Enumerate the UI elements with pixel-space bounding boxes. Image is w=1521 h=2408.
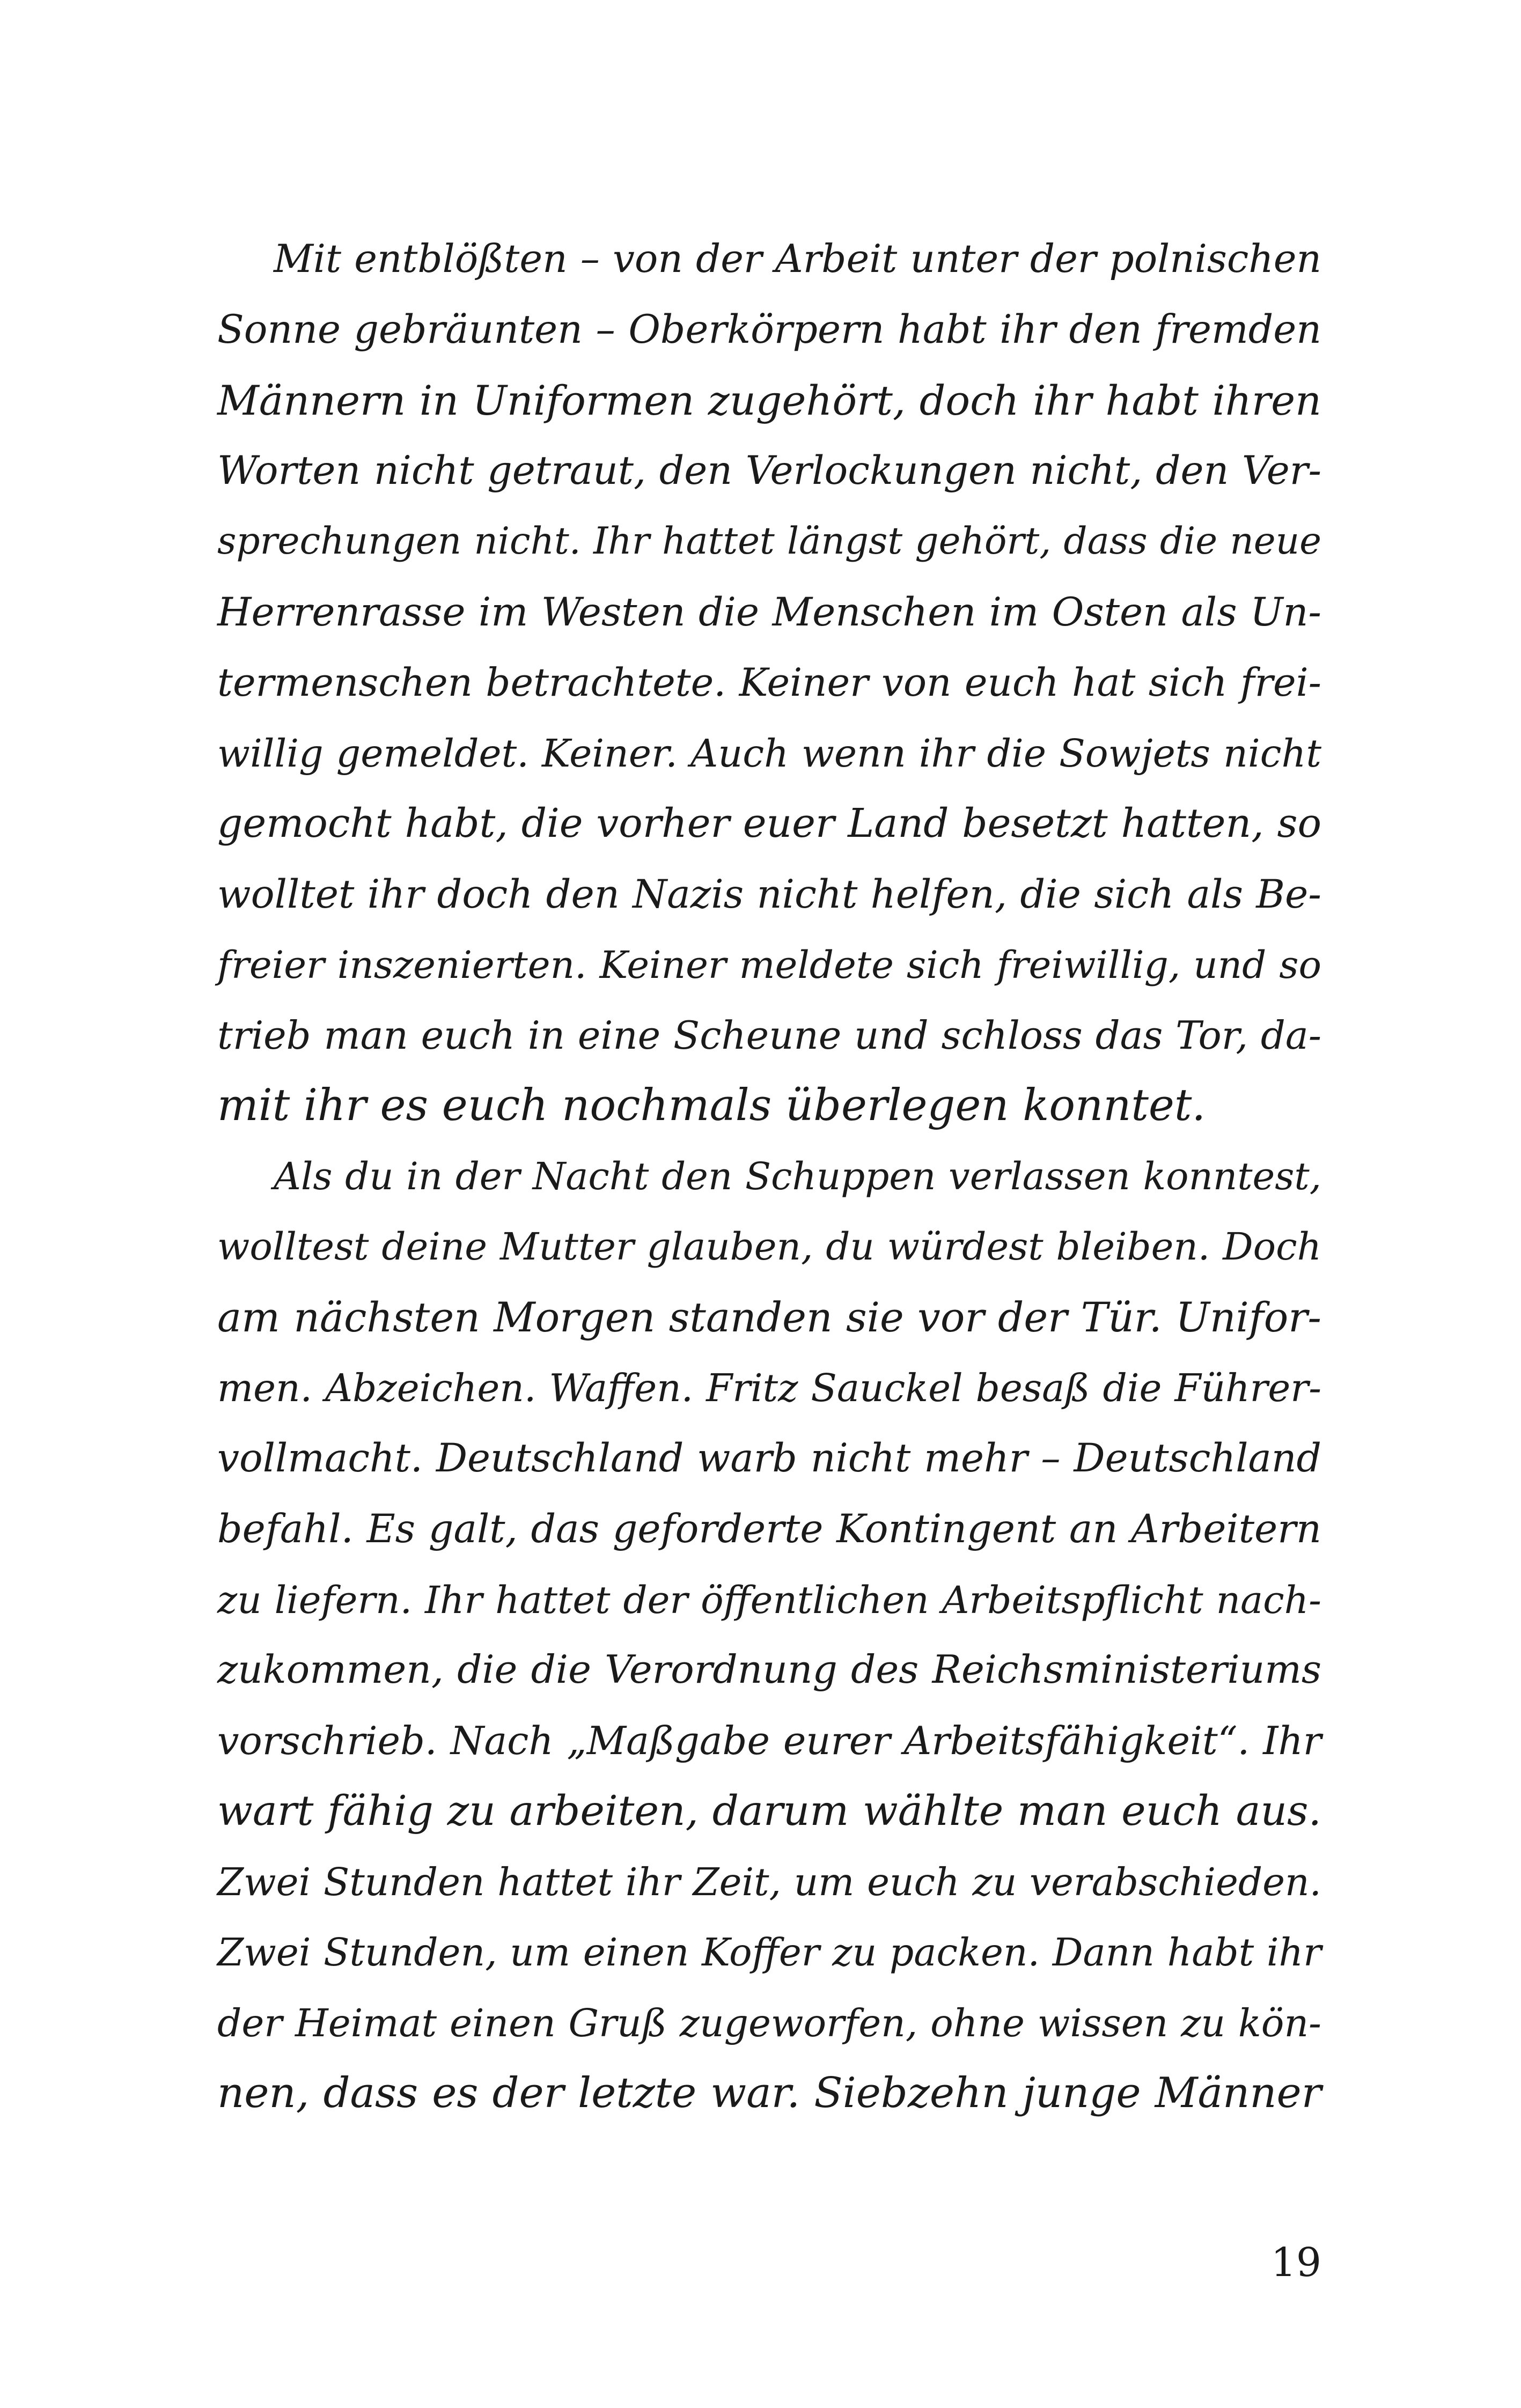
text-line: wart fähig zu arbeiten, darum wählte man euch aus.	[217, 1787, 1321, 1835]
text-line: wolltet ihr doch den Nazis nicht helfen, die sich als Be-	[217, 871, 1321, 917]
text-line: der Heimat einen Gruß zugeworfen, ohne wissen zu kön-	[217, 2000, 1321, 2045]
text-line: Herrenrasse im Westen die Menschen im Osten als Un-	[217, 589, 1321, 635]
text-line: Worten nicht getraut, den Verlockungen nicht, den Ver-	[217, 448, 1321, 494]
body-text	[217, 224, 1321, 2129]
text-line: freier inszenierten. Keiner meldete sich freiwillig, und so	[217, 942, 1321, 987]
text-line: sprechungen nicht. Ihr hattet längst gehört, dass die neue	[217, 520, 1321, 563]
paragraph-1	[217, 224, 1321, 1142]
text-line: vollmacht. Deutschland warb nicht mehr – Deutschland	[217, 1435, 1321, 1481]
text-line: Mit entblößten – von der Arbeit unter der polnischen	[274, 237, 1321, 282]
text-line: befahl. Es galt, das geforderte Kontingent an Arbeitern	[217, 1506, 1321, 1552]
text-line: am nächsten Morgen standen sie vor der Tür. Unifor-	[217, 1293, 1321, 1341]
text-line: vorschrieb. Nach „Maßgabe eurer Arbeitsfähigkeit“. Ihr	[217, 1718, 1321, 1763]
page-number: 19	[1270, 2240, 1321, 2286]
text-line: nen, dass es der letzte war. Siebzehn junge Männer	[217, 2069, 1321, 2117]
text-line: Sonne gebräunten – Oberkörpern habt ihr den fremden	[217, 307, 1321, 352]
text-line: zu liefern. Ihr hattet der öffentlichen Arbeitspflicht nach-	[217, 1577, 1321, 1622]
text-line: men. Abzeichen. Waffen. Fritz Sauckel besaß die Führer-	[217, 1366, 1321, 1410]
text-line: trieb man euch in eine Scheune und schloss das Tor, da-	[217, 1012, 1321, 1058]
text-line: zukommen, die die Verordnung des Reichsministeriums	[217, 1647, 1321, 1692]
text-line: termenschen betrachtete. Keiner von euch hat sich frei-	[217, 660, 1321, 705]
text-line: willig gemeldet. Keiner. Auch wenn ihr die Sowjets nicht	[217, 731, 1321, 776]
text-line: mit ihr es euch nochmals überlegen konntet.	[217, 1080, 1206, 1131]
text-line: Als du in der Nacht den Schuppen verlassen konntest,	[274, 1154, 1321, 1198]
paragraph-2	[217, 1142, 1321, 2129]
text-line: wolltest deine Mutter glauben, du würdest bleiben. Doch	[217, 1225, 1321, 1269]
text-line: Zwei Stunden hattet ihr Zeit, um euch zu verabschieden.	[217, 1859, 1321, 1904]
text-line: Männern in Uniformen zugehört, doch ihr habt ihren	[217, 377, 1321, 424]
text-line: Zwei Stunden, um einen Koffer zu packen. Dann habt ihr	[217, 1930, 1321, 1975]
text-line: gemocht habt, die vorher euer Land besetzt hatten, so	[217, 800, 1321, 846]
